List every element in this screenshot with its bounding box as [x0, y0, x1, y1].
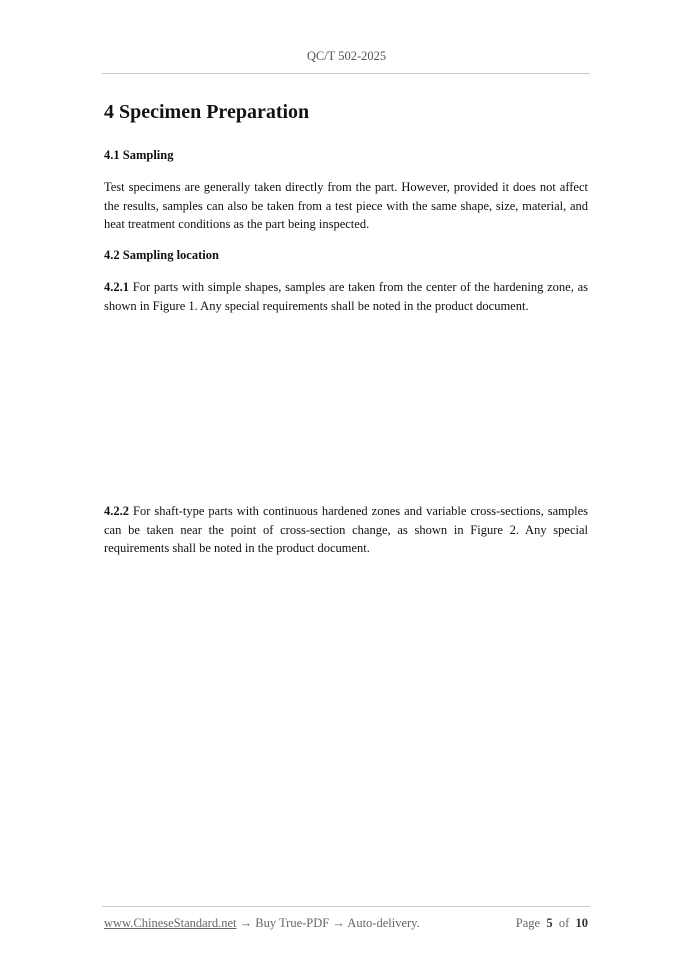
- subsection-title-4-1: 4.1 Sampling: [104, 148, 174, 162]
- paragraph-4-2-2: [104, 502, 588, 558]
- page-total: 10: [575, 916, 588, 930]
- footer-promo: [104, 916, 420, 931]
- section-title: 4 Specimen Preparation: [104, 101, 310, 123]
- clause-number: 4.2.2: [104, 504, 129, 518]
- website-link[interactable]: www.ChineseStandard.net: [104, 916, 237, 930]
- clause-text: For parts with simple shapes, samples are taken from the center of the hardening zone, as shown in Figure 1. Any special requirements shall be noted in the product document.: [104, 280, 588, 313]
- page-label: Page: [515, 916, 541, 930]
- footer: [104, 916, 588, 931]
- subsection-title-4-2: 4.2 Sampling location: [104, 248, 219, 262]
- page-indicator: [516, 916, 588, 931]
- paragraph-4-2-1: [104, 278, 588, 315]
- clause-number: 4.2.1: [104, 280, 129, 294]
- page-number: 5: [546, 916, 553, 930]
- of-label: of: [558, 916, 570, 930]
- clause-text: For shaft-type parts with continuous hardened zones and variable cross-sections, samples can be taken near the point of cross-section change, as shown in Figure 2. Any special requirements shall be noted in the product document.: [104, 504, 588, 556]
- footer-rule: [102, 906, 590, 907]
- header-doc-id: QC/T 502-2025: [306, 49, 387, 63]
- footer-promo-text: → Buy True-PDF → Auto-delivery.: [236, 916, 420, 930]
- paragraph-4-1: Test specimens are generally taken directly from the part. However, provided it does not affect the results, samples can also be taken from a test piece with the same shape, size, material, and heat treatment conditions as the part being inspected.: [104, 180, 588, 232]
- header-rule: [102, 73, 590, 74]
